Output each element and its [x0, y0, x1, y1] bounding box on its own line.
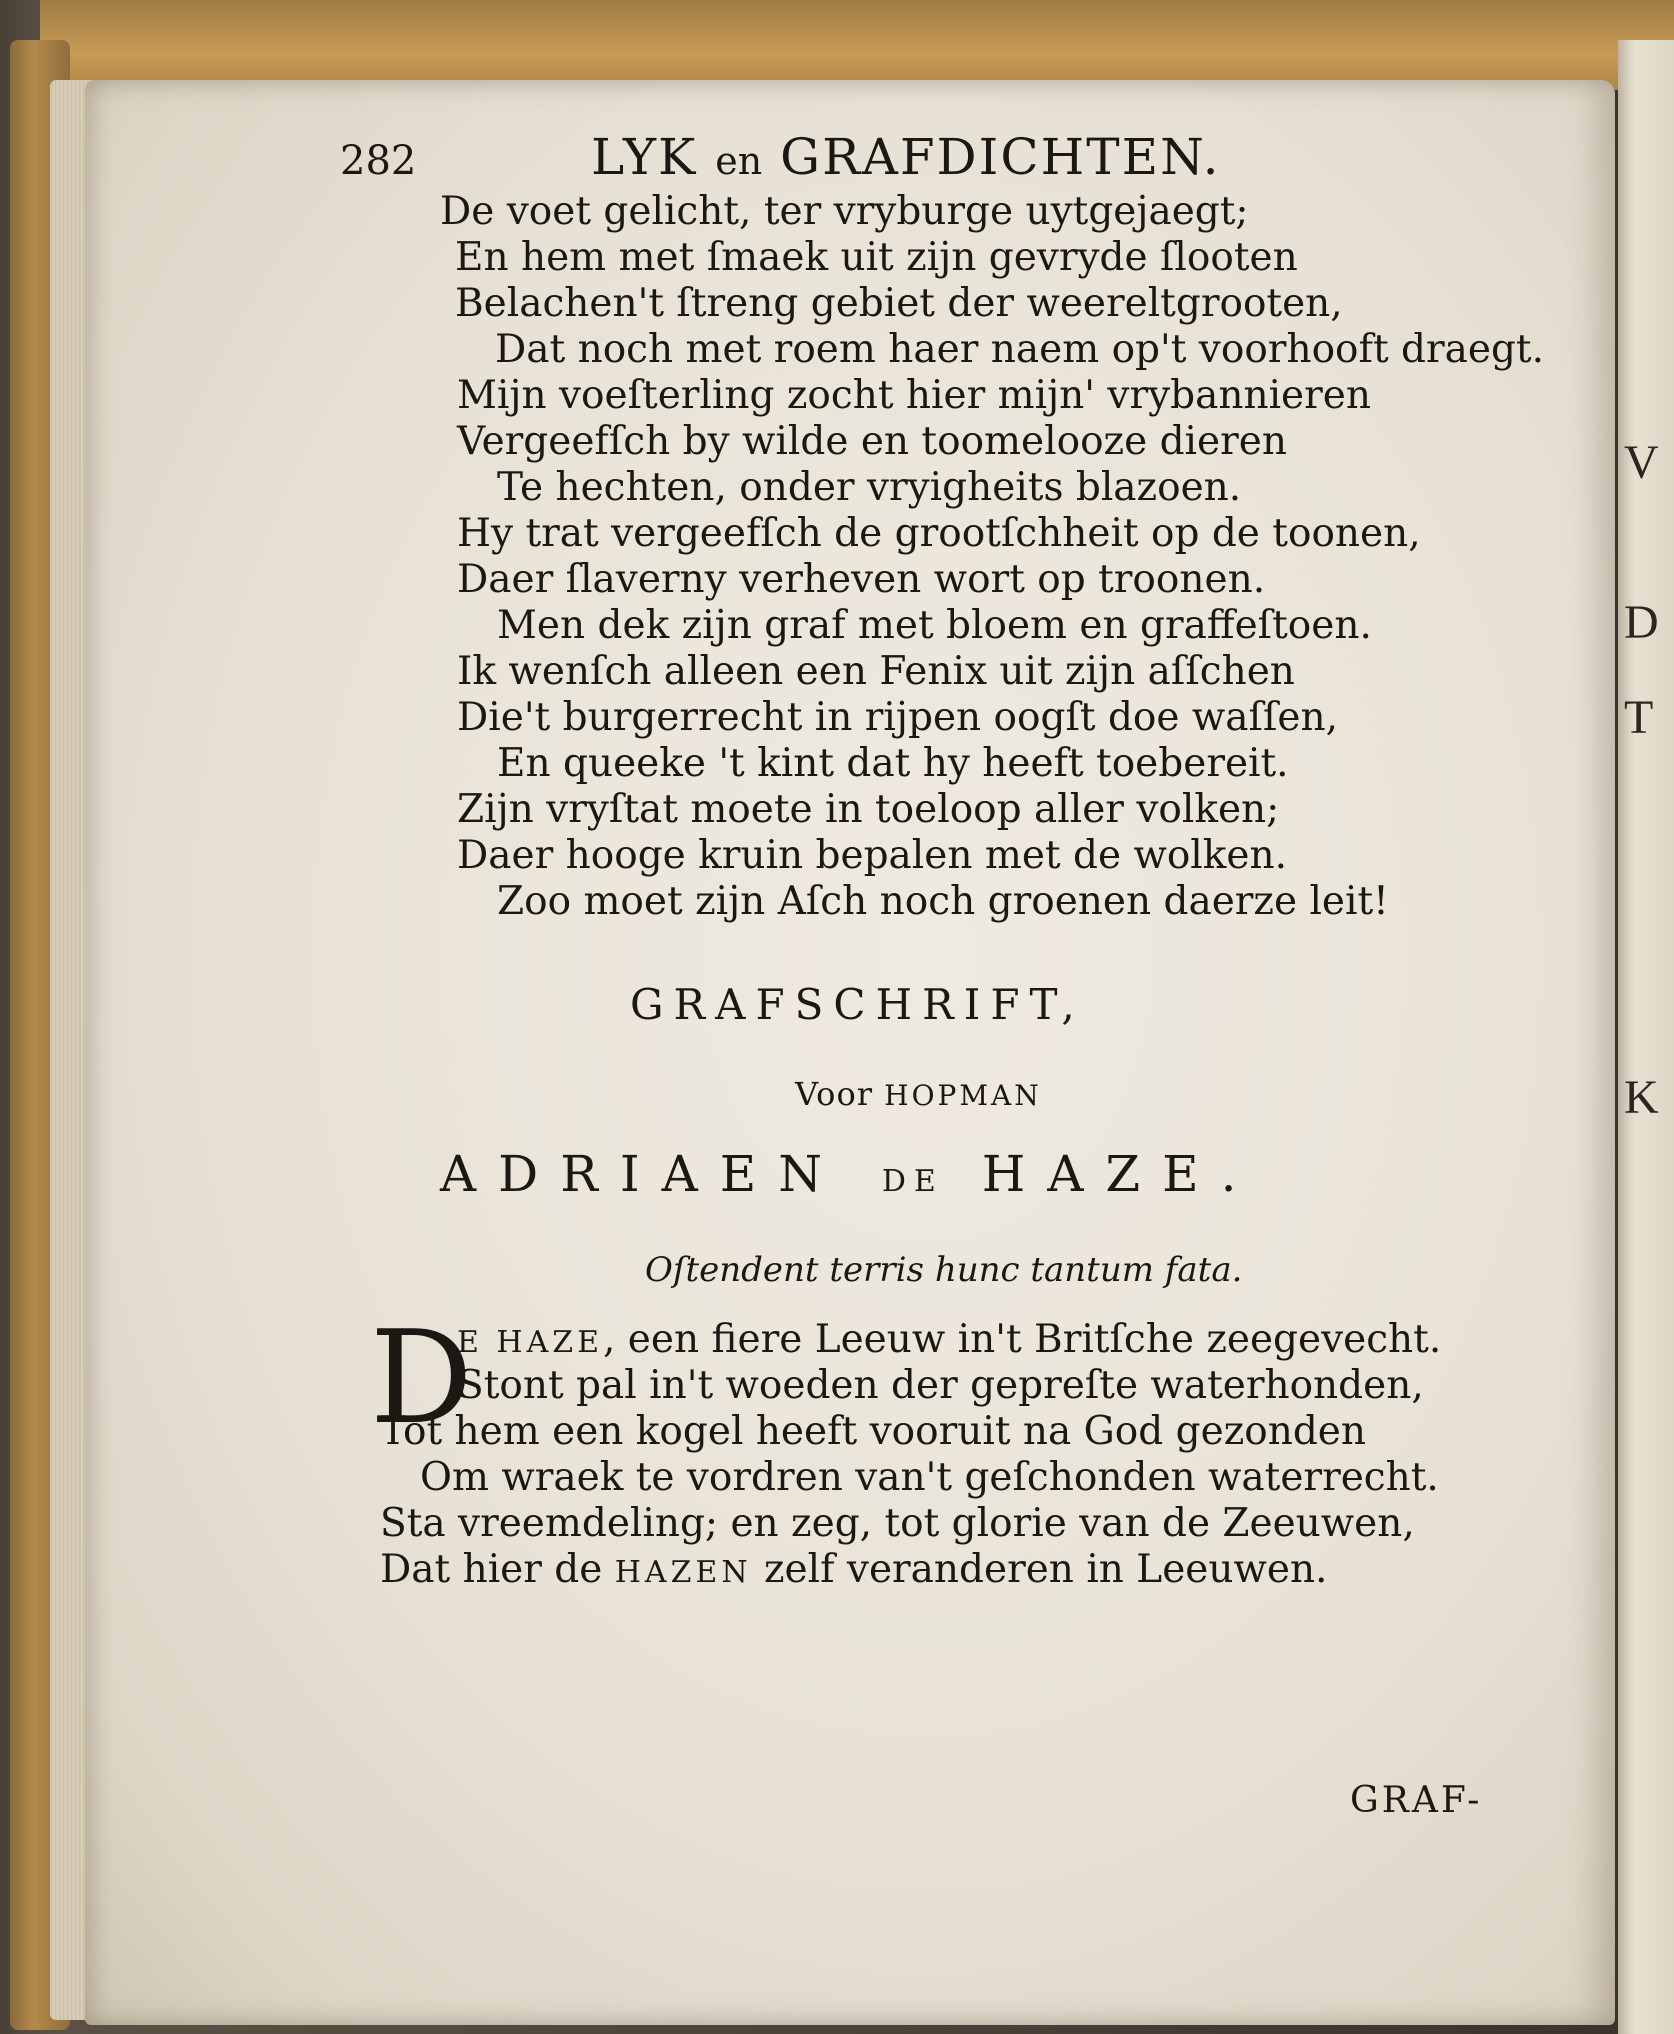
- poem-line: Men dek zijn graf met bloem en graffeſtoen.: [497, 603, 1372, 648]
- poem-line: Daer hooge kruin bepalen met de wolken.: [457, 833, 1288, 878]
- epitaph-line: Sta vreemdeling; en zeg, tot glorie van de Zeeuwen,: [380, 1501, 1415, 1546]
- facing-glyph: T: [1624, 691, 1654, 744]
- poem-line: Hy trat vergeefſch de grootſchheit op de toonen,: [457, 511, 1421, 556]
- epitaph-line: Tot hem een kogel heeft vooruit na God gezonden: [380, 1409, 1367, 1454]
- poem-line: Daer ſlaverny verheven wort op troonen.: [457, 557, 1266, 602]
- name-particle: DE: [881, 1164, 944, 1199]
- poem-line: Ik wenſch alleen een Fenix uit zijn aſſchen: [457, 649, 1295, 694]
- subheading-prefix: Voor: [795, 1075, 873, 1113]
- name-part: HAZE.: [981, 1145, 1259, 1203]
- facing-glyph: D: [1624, 596, 1659, 649]
- subheading-rank: HOPMAN: [884, 1079, 1042, 1112]
- poem-line: Zoo moet zijn Aſch noch groenen daerze leit!: [497, 879, 1389, 924]
- epitaph-line: Om wraek te vordren van't geſchonden waterrecht.: [420, 1455, 1439, 1500]
- epitaph-line: [457, 1317, 1442, 1362]
- page-number: 282: [340, 138, 417, 184]
- epitaph-line: Stont pal in't woeden der gepreſte waterhonden,: [457, 1363, 1424, 1408]
- poem-line: En hem met ſmaek uit zijn gevryde ſlooten: [455, 235, 1298, 280]
- poem-line: Dat noch met roem haer naem op't voorhooft draegt.: [495, 327, 1545, 372]
- facing-glyph: K: [1624, 1071, 1659, 1124]
- running-head-part: en: [715, 139, 763, 183]
- epitaph-text: , een fiere Leeuw in't Britſche zeegevecht.: [603, 1317, 1442, 1362]
- book-page: [85, 80, 1615, 2025]
- poem-line: Mijn voeſterling zocht hier mijn' vrybannieren: [457, 373, 1371, 418]
- subheading: [795, 1075, 1042, 1113]
- small-caps-word: HAZEN: [614, 1555, 752, 1590]
- facing-page: [1618, 40, 1674, 2034]
- running-head-part: LYK: [591, 128, 698, 186]
- poem-line: Vergeefſch by wilde en toomelooze dieren: [457, 419, 1287, 464]
- poem-line: Belachen't ſtreng gebiet der weereltgrooten,: [455, 281, 1343, 326]
- running-head-part: GRAFDICHTEN.: [780, 128, 1221, 186]
- epigraph: Oſtendent terris hunc tantum fata.: [645, 1250, 1243, 1290]
- poem-line: Die't burgerrecht in rijpen oogſt doe waſſen,: [457, 695, 1338, 740]
- section-heading: GRAFSCHRIFT,: [630, 980, 1085, 1029]
- epitaph-text: zelf veranderen in Leeuwen.: [751, 1547, 1328, 1592]
- name-part: ADRIAEN: [440, 1145, 844, 1203]
- poem-line: Zijn vryſtat moete in toeloop aller volken;: [457, 787, 1280, 832]
- poem-line: En queeke 't kint dat hy heeft toebereit.: [497, 741, 1289, 786]
- catchword: GRAF-: [1350, 1780, 1483, 1821]
- poem-line: De voet gelicht, ter vryburge uytgejaegt;: [440, 189, 1249, 234]
- name-heading: [440, 1145, 1259, 1203]
- book-cover-top: [40, 0, 1674, 90]
- epitaph-text: Dat hier de: [380, 1547, 615, 1592]
- drop-cap: D: [370, 1304, 473, 1453]
- small-caps-word: E HAZE: [457, 1325, 604, 1360]
- running-head: [591, 128, 1221, 186]
- poem-line: Te hechten, onder vryigheits blazoen.: [497, 465, 1242, 510]
- epitaph-line: [380, 1547, 1328, 1592]
- facing-glyph: V: [1624, 436, 1659, 489]
